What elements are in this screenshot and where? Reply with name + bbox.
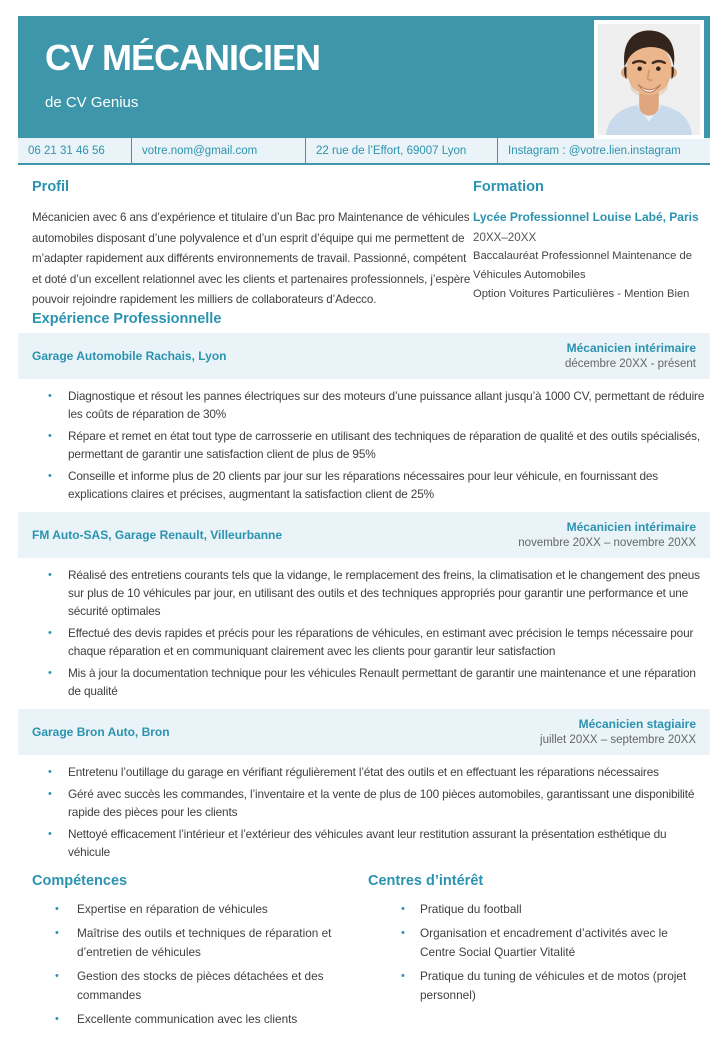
cv-subtitle: de CV Genius (45, 93, 139, 111)
job-title-dates (565, 341, 696, 370)
profile-section (32, 179, 473, 311)
job-bullet (48, 427, 706, 463)
bullet-icon: • (48, 765, 52, 778)
job-company: Garage Bron Auto, Bron (32, 724, 170, 739)
interests-heading: Centres d’intérêt (368, 872, 484, 889)
education-degree: Baccalauréat Professionnel Maintenance de Véhicules Automobiles (473, 250, 692, 281)
job-bullet-text: Entretenu l’outillage du garage en vérifiant régulièrement l’état des outils et en effectuant les réparations nécessaires (68, 764, 659, 779)
skills-list (32, 900, 368, 1029)
bullet-icon: • (48, 429, 52, 442)
job-header-band (18, 333, 710, 379)
header-band (18, 16, 710, 136)
bullet-icon: • (401, 926, 405, 939)
job-bullet-list (48, 755, 706, 865)
job-bullet-list (48, 379, 706, 507)
job-bullet-text: Répare et remet en état tout type de carrosserie en utilisant des techniques de réparation de qualité et des outils spécialisés, permettant de garantir une satisfaction client de plus de 95% (68, 428, 700, 461)
bullet-icon: • (48, 626, 52, 639)
skill-item (32, 900, 368, 919)
education-dates: 20XX–20XX (473, 231, 537, 244)
bullet-icon: • (48, 827, 52, 840)
bullet-icon: • (401, 902, 405, 915)
contact-email: votre.nom@gmail.com (131, 138, 305, 163)
profile-education-columns (32, 179, 706, 311)
job-bullet (48, 825, 706, 861)
job-title-dates (540, 717, 696, 746)
skill-text: Excellente communication avec les clients (77, 1011, 298, 1026)
job-bullet-text: Conseille et informe plus de 20 clients par jour sur les réparations nécessaires pour leur véhicule, en fournissant des explications claires et précises, augmentant la satisfaction client de 25% (68, 468, 659, 501)
education-option: Option Voitures Particulières - Mention Bien (473, 288, 690, 300)
job-dates: décembre 20XX - présent (564, 358, 696, 370)
contact-bar (18, 136, 710, 165)
skills-heading: Compétences (32, 872, 128, 889)
education-school: Lycée Professionnel Louise Labé, Paris (473, 210, 699, 224)
bullet-icon: • (55, 902, 59, 915)
job-company: FM Auto-SAS, Garage Renault, Villeurbanne (32, 527, 283, 542)
interest-text: Pratique du football (420, 901, 522, 916)
job-bullet (48, 387, 706, 423)
interest-item (368, 900, 706, 919)
job-bullet-text: Réalisé des entretiens courants tels que la vidange, le remplacement des freins, la climatisation et le changement des pneus sur plus de 10 véhicules par jour, en utilisant des outils et des techniques appropriés pour garantir une performance et une sécurité optimales (68, 567, 700, 618)
skills-interests-columns (32, 873, 706, 1034)
interests-section (368, 873, 706, 1034)
skill-text: Maîtrise des outils et techniques de réparation et d’entretien de véhicules (77, 925, 332, 959)
skill-text: Expertise en réparation de véhicules (77, 901, 268, 916)
cv-document (0, 16, 724, 1040)
cv-title: CV MÉCANICIEN (45, 37, 321, 78)
bullet-icon: • (55, 926, 59, 939)
job-bullet (48, 624, 706, 660)
interests-list (368, 900, 706, 1005)
interest-text: Organisation et encadrement d’activités avec le Centre Social Quartier Vitalité (420, 925, 668, 959)
job-dates: novembre 20XX – novembre 20XX (518, 537, 696, 549)
contact-instagram: Instagram : @votre.lien.instagram (497, 138, 710, 163)
job-company: Garage Automobile Rachais, Lyon (32, 348, 227, 363)
bullet-icon: • (48, 787, 52, 800)
contact-phone: 06 21 31 46 56 (28, 144, 105, 157)
skill-item (32, 924, 368, 962)
bullet-icon: • (48, 666, 52, 679)
job-bullet (48, 566, 706, 620)
education-heading: Formation (473, 179, 544, 195)
job-header-band (18, 709, 710, 755)
skill-item (32, 967, 368, 1005)
interest-item (368, 924, 706, 962)
job-bullet-text: Géré avec succès les commandes, l’inventaire et la vente de plus de 100 pièces automobiles, garantissant une disponibilité rapide des pièces pour les clients (68, 786, 695, 819)
job-bullet (48, 763, 706, 781)
interest-text: Pratique du tuning de véhicules et de motos (projet personnel) (420, 968, 687, 1002)
skill-item (32, 1010, 368, 1029)
job-bullet (48, 664, 706, 700)
job-title-dates (518, 520, 696, 549)
job-dates: juillet 20XX – septembre 20XX (540, 734, 696, 746)
skills-section (32, 873, 368, 1034)
experience-heading: Expérience Professionnelle (32, 310, 222, 327)
interest-item (368, 967, 706, 1005)
bullet-icon: • (401, 969, 405, 982)
education-section (473, 179, 706, 311)
job-title: Mécanicien stagiaire (578, 717, 696, 731)
bullet-icon: • (48, 568, 52, 581)
skill-text: Gestion des stocks de pièces détachées et des commandes (77, 968, 324, 1002)
job-title: Mécanicien intérimaire (566, 520, 696, 534)
job-bullet-text: Nettoyé efficacement l’intérieur et l’extérieur des véhicules avant leur restitution assurant la présentation esthétique du véhicule (68, 826, 667, 859)
job-bullet (48, 785, 706, 821)
job-header-band (18, 512, 710, 558)
bullet-icon: • (55, 1012, 59, 1025)
profile-photo (594, 20, 704, 139)
job-bullet (48, 467, 706, 503)
job-title: Mécanicien intérimaire (566, 341, 696, 355)
job-bullet-text: Diagnostique et résout les pannes électriques sur des moteurs d’une puissance allant jusqu’à 1000 CV, permettant de réduire les coûts de réparation de 30% (68, 388, 705, 421)
job-bullet-list (48, 558, 706, 704)
bullet-icon: • (48, 389, 52, 402)
bullet-icon: • (48, 469, 52, 482)
profile-heading: Profil (32, 179, 70, 195)
job-bullet-text: Effectué des devis rapides et précis pour les réparations de véhicules, en estimant avec précision le temps nécessaire pour chaque réparation et en communiquant clairement avec les clients pour garantir leur satisfaction (68, 625, 694, 658)
portrait-photo-illustration (598, 24, 700, 135)
profile-text: Mécanicien avec 6 ans d’expérience et titulaire d’un Bac pro Maintenance de véhicules automobiles disposant d’une polyvalence et d’un esprit d’équipe qui me permettent de m’adapter rapidement aux différents environnements de travail. Passionné, compétent et doté d’un excellent relationnel avec les clients et partenaires professionnels, j’espère pouvoir rejoindre rapidement les milliers de collaborateurs d’Adecco. (32, 211, 471, 306)
contact-address: 22 rue de l’Effort, 69007 Lyon (305, 138, 497, 163)
job-bullet-text: Mis à jour la documentation technique pour les véhicules Renault permettant de garantir une maintenance et une réparation de qualité (68, 665, 696, 698)
bullet-icon: • (55, 969, 59, 982)
